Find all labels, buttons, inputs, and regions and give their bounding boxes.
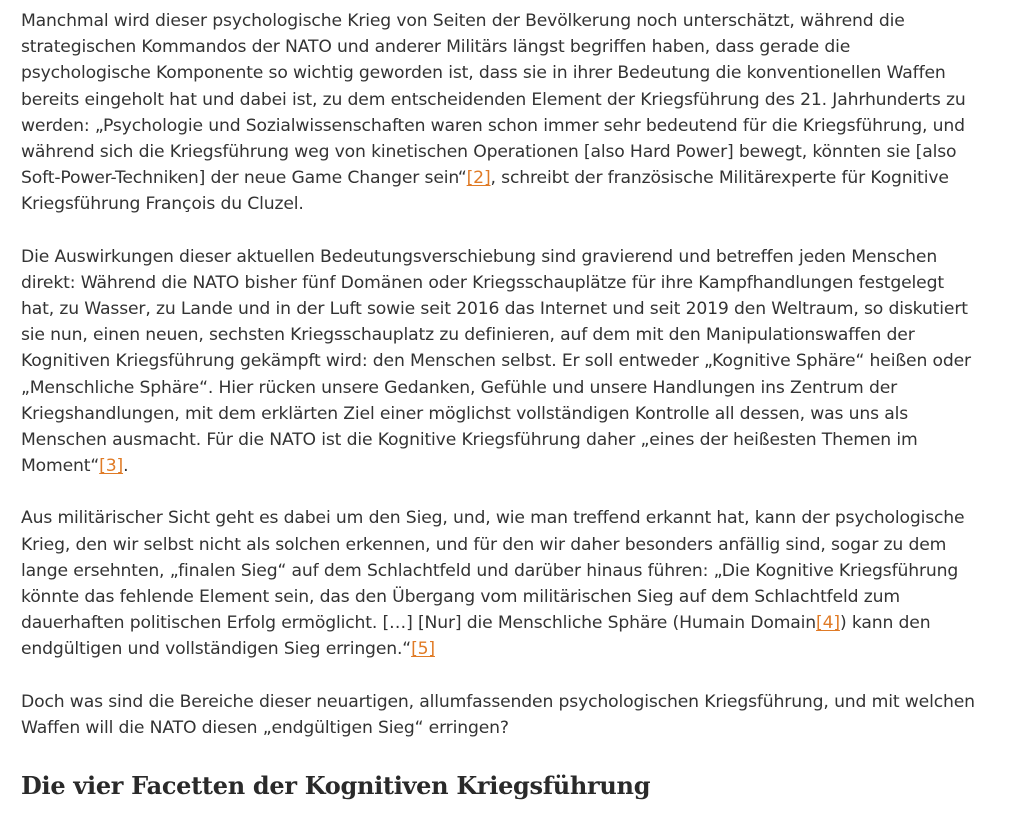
footnote-link-3[interactable]: [3]	[99, 456, 124, 477]
paragraph-4-text: Doch was sind die Bereiche dieser neuartigen, allumfassenden psychologischen Kriegsführung, und mit welchen Waffen will die NATO diesen „endgültigen Sieg“ erringen?	[21, 691, 975, 738]
paragraph-3	[21, 505, 981, 662]
paragraph-3-text-a: Aus militärischer Sicht geht es dabei um den Sieg, und, wie man treffend erkannt hat, kann der psychologische Krieg, den wir selbst nicht als solchen erkennen, und für den wir daher besonders anfällig sind, sogar zu dem lange ersehnten, „finalen Sieg“ auf dem Schlachtfeld und darüber hinaus führen: „Die Kognitive Kriegsführung könnte das fehlende Element sein, das den Übergang vom militärischen Sieg auf dem Schlachtfeld zum dauerhaften politischen Erfolg ermöglicht. […] [Nur] die Menschliche Sphäre (Humain Domain	[21, 508, 965, 634]
paragraph-1	[21, 8, 981, 218]
paragraph-1-text-a: Manchmal wird dieser psychologische Krieg von Seiten der Bevölkerung noch unterschätzt, während die strategischen Kommandos der NATO und anderer Militärs längst begriffen haben, dass gerade die psychologische Komponente so wichtig geworden ist, dass sie in ihrer Bedeutung die konventionellen Waffen bereits eingeholt hat und dabei ist, zu dem entscheidenden Element der Kriegsführung des 21. Jahrhunderts zu werden: „Psychologie und Sozialwissenschaften waren schon immer sehr bedeutend für die Kriegsführung, und während sich die Kriegsführung weg von kinetischen Operationen [also Hard Power] bewegt, könnten sie [also Soft-Power-Techniken] der neue Game Changer sein“	[21, 11, 966, 189]
footnote-link-5[interactable]: [5]	[411, 639, 435, 660]
footnote-link-2[interactable]: [2]	[466, 168, 491, 189]
paragraph-2-text-b: .	[123, 456, 129, 477]
paragraph-1-text-b: , schreibt der französische Militärexperte für Kognitive Kriegsführung François du Cluzel.	[21, 168, 949, 215]
paragraph-2-text-a: Die Auswirkungen dieser aktuellen Bedeutungsverschiebung sind gravierend und betreffen jeden Menschen direkt: Während die NATO bisher fünf Domänen oder Kriegsschauplätze für ihre Kampfhandlungen festgelegt hat, zu Wasser, zu Lande und in der Luft sowie seit 2016 das Internet und seit 2019 den Weltraum, so diskutiert sie nun, einen neuen, sechsten Kriegsschauplatz zu definieren, auf dem mit den Manipulationswaffen der Kognitiven Kriegsführung gekämpft wird: den Menschen selbst. Er soll entweder „Kognitive Sphäre“ heißen oder „Menschliche Sphäre“. Hier rücken unsere Gedanken, Gefühle und unsere Handlungen ins Zentrum der Kriegshandlungen, mit dem erklärten Ziel einer möglichst vollständigen Kontrolle all dessen, was uns als Menschen ausmacht. Für die NATO ist die Kognitive Kriegsführung daher „eines der heißesten Themen im Moment“	[21, 246, 971, 477]
paragraph-3-text-b: ) kann den endgültigen und vollständigen Sieg erringen.“	[21, 613, 931, 660]
footnote-link-4[interactable]: [4]	[816, 613, 840, 634]
paragraph-2	[21, 244, 981, 480]
article-body	[21, 8, 981, 767]
paragraph-4	[21, 689, 981, 741]
section-heading: Die vier Facetten der Kognitiven Kriegsführung	[21, 771, 651, 800]
